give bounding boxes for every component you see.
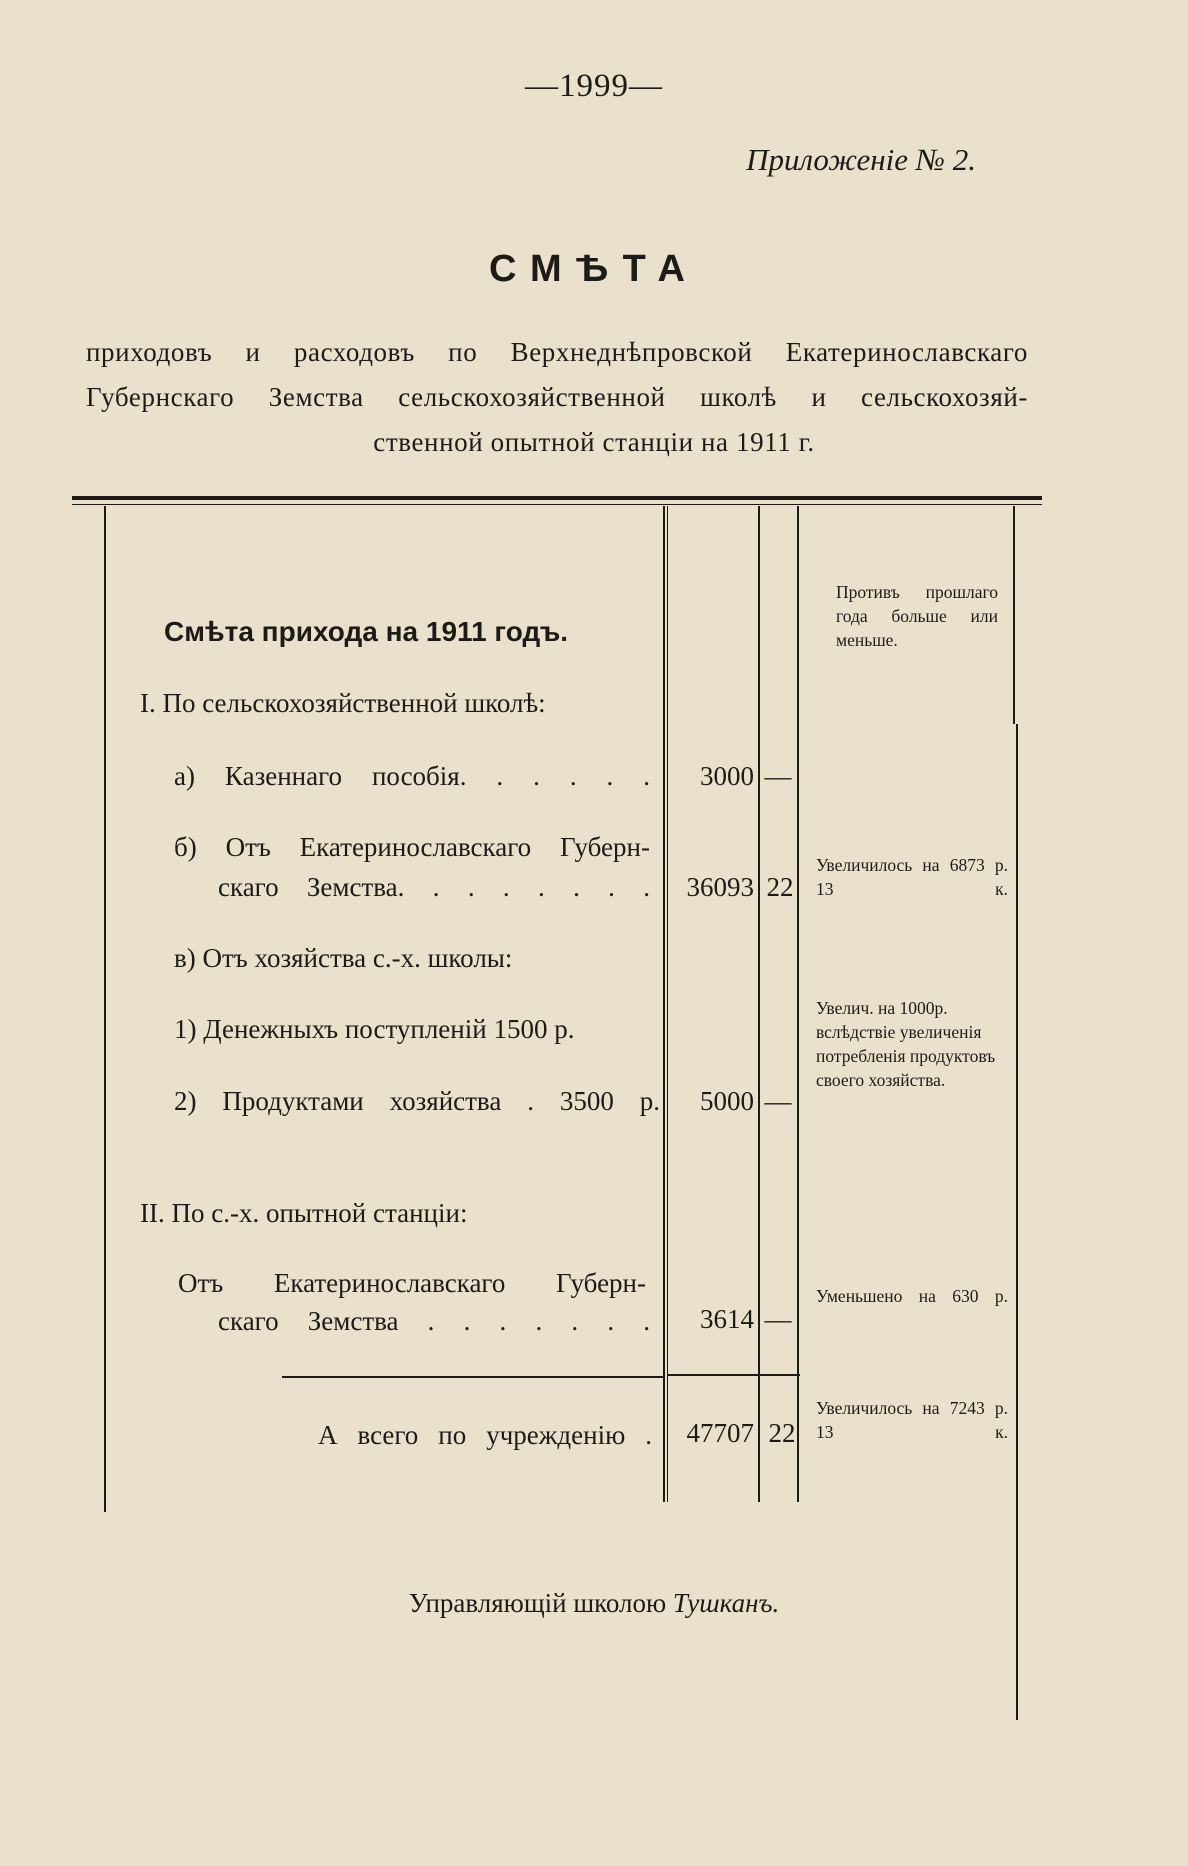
total-note: Увеличилось на 7243 р. 13 к. [816, 1398, 1008, 1442]
total-rubles: 47707 [686, 1418, 754, 1448]
row-a-label: а) Казеннаго пособія. . . . . . [174, 761, 650, 791]
row-b-kopecks: 22 [766, 872, 794, 902]
row-v-heading: в) Отъ хозяйства с.-х. школы: [174, 943, 513, 973]
table-right-border [1016, 724, 1018, 1720]
table-top-rule [72, 496, 1042, 500]
row-station-note: Уменьшено на 630 р. [816, 1286, 1008, 1306]
column-divider-rubles [663, 506, 665, 1502]
document-title: СМѢТА [489, 248, 699, 290]
row-v1-label: 1) Денежныхъ поступленій 1500 р. [174, 1014, 575, 1044]
header-box-right-border [1013, 506, 1015, 724]
table-left-border [104, 506, 106, 1512]
intro-line-3: ственной опытной станціи на 1911 г. [373, 427, 815, 457]
page-number: —1999— [525, 68, 663, 104]
row-a-kopecks: — [764, 761, 792, 791]
row-v2-label: 2) Продуктами хозяйства . 3500 р. [174, 1086, 660, 1116]
intro-line-2: Губернскаго Земства сельскохозяйственной школѣ и сельскохозяй- [86, 382, 1028, 412]
signature-text: Управляющій школою [408, 1588, 667, 1618]
table-top-rule-thin [72, 504, 1042, 505]
total-rule-amount [668, 1374, 800, 1376]
row-station-kopecks: — [764, 1304, 792, 1334]
row-b-note: Увеличилось на 6873 р. 13 к. [816, 855, 1008, 899]
row-station-label-line-2: скаго Земства . . . . . . . [218, 1306, 650, 1336]
row-b-rubles: 36093 [686, 872, 754, 902]
table-heading: Смѣта прихода на 1911 годъ. [164, 616, 569, 647]
section-1-heading: I. По сельскохозяйственной школѣ: [140, 688, 546, 718]
comparison-column-header: Противъ прошлаго года больше или меньше. [836, 582, 998, 650]
signature-name: Тушканъ. [672, 1588, 780, 1618]
total-kopecks: 22 [768, 1418, 796, 1448]
column-divider-notes [797, 506, 799, 1502]
row-v2-rubles: 5000 [700, 1086, 754, 1116]
row-b-label-line-1: б) Отъ Екатеринославскаго Губерн- [174, 832, 650, 862]
row-v-note: Увелич. на 1000р. вслѣдствіе увеличенія потребленія продуктовъ своего хозяйства. [816, 998, 996, 1090]
row-v2-kopecks: — [764, 1086, 792, 1116]
row-station-label-line-1: Отъ Екатеринославскаго Губерн- [178, 1268, 646, 1298]
total-label: А всего по учрежденію . [318, 1420, 652, 1450]
row-station-rubles: 3614 [700, 1304, 754, 1334]
section-2-heading: II. По с.-х. опытной станціи: [140, 1198, 468, 1228]
row-a-rubles: 3000 [700, 761, 754, 791]
signature-line [0, 1588, 1188, 1619]
column-divider-rubles-thin [667, 506, 668, 1502]
appendix-label: Приложеніе № 2. [746, 142, 976, 177]
intro-line-1: приходовъ и расходовъ по Верхнеднѣпровской Екатеринославскаго [86, 337, 1028, 367]
total-rule-label [282, 1376, 664, 1378]
column-divider-kopecks [758, 506, 760, 1502]
row-b-label-line-2: скаго Земства. . . . . . . . [218, 872, 650, 902]
